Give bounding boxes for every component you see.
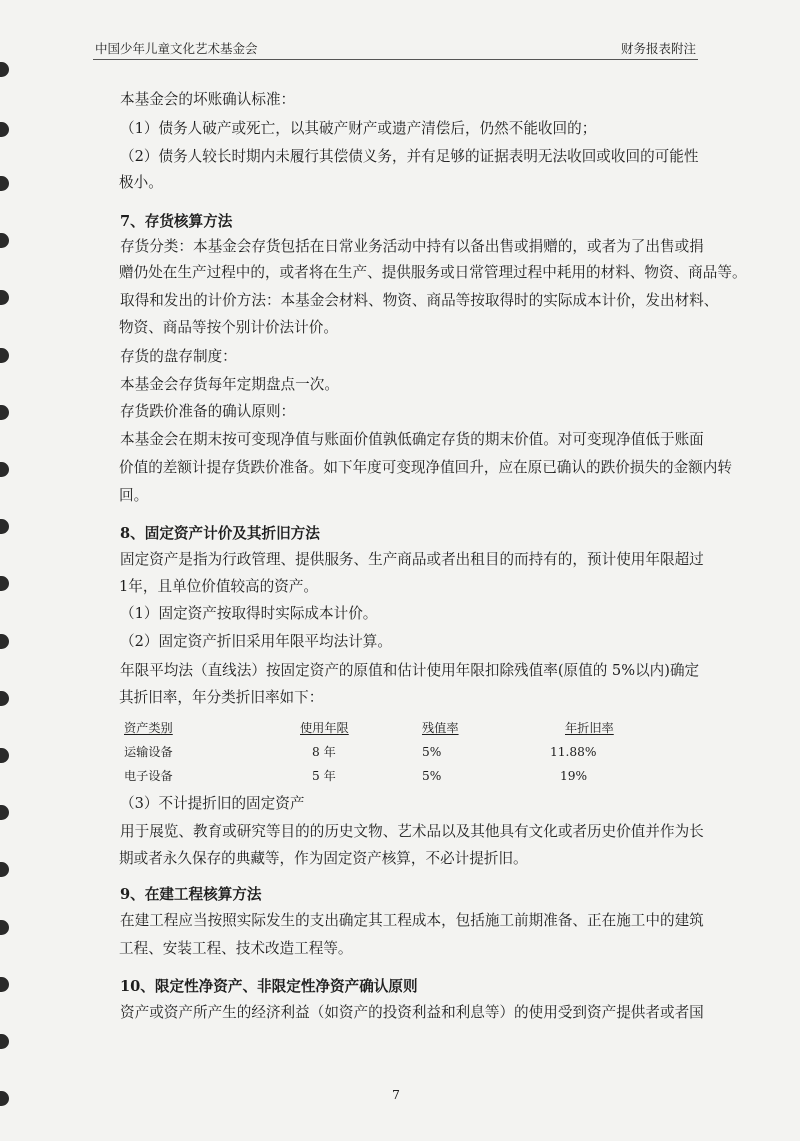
inventory-pricing: 取得和发出的计价方法：本基金会材料、物资、商品等按取得时的实际成本计价，发出材料、 — [120, 292, 719, 309]
inventory-impairment: 本基金会在期末按可变现净值与账面价值孰低确定存货的期末价值。对可变现净值低于账面 — [120, 431, 704, 448]
inventory-classification: 存货分类：本基金会存货包括在日常业务活动中持有以备出售或捐赠的，或者为了出售或捐 — [120, 238, 704, 255]
bad-debt-item-2: （2）债务人较长时期内未履行其偿债义务，并有足够的证据表明无法收回或收回的可能性 — [120, 148, 699, 165]
table-cell-residual-rate: 5% — [422, 769, 442, 783]
table-cell-depreciation-rate: 11.88% — [550, 745, 597, 759]
table-header-depreciation-rate: 年折旧率 — [565, 721, 614, 735]
section-title-inventory: 7、存货核算方法 — [120, 213, 233, 230]
table-cell-category: 电子设备 — [124, 769, 173, 783]
table-header-category: 资产类别 — [124, 721, 173, 735]
fixed-assets-item-3: （3）不计提折旧的固定资产 — [120, 795, 305, 812]
bad-debt-item-1: （1）债务人破产或死亡，以其破产财产或遗产清偿后，仍然不能收回的； — [120, 120, 597, 137]
inventory-classification-cont: 赠仍处在生产过程中的，或者将在生产、提供服务或日常管理过程中耗用的材料、物资、商品等。 — [119, 264, 747, 281]
table-cell-depreciation-rate: 19% — [560, 769, 588, 783]
inventory-pricing-cont: 物资、商品等按个别计价法计价。 — [119, 319, 338, 336]
section-title-construction: 9、在建工程核算方法 — [120, 886, 262, 903]
fixed-assets-method-cont: 其折旧率，年分类折旧率如下： — [119, 689, 324, 706]
fixed-assets-item-2: （2）固定资产折旧采用年限平均法计算。 — [120, 633, 392, 650]
fixed-assets-method: 年限平均法（直线法）按固定资产的原值和估计使用年限扣除残值率(原值的 5%以内)确定 — [120, 662, 700, 679]
inventory-count-system: 本基金会存货每年定期盘点一次。 — [120, 376, 339, 393]
fixed-assets-item-3-detail: 用于展览、教育或研究等目的的历史文物、艺术品以及其他具有文化或者历史价值并作为长 — [120, 823, 704, 840]
bad-debt-intro: 本基金会的坏账确认标准： — [120, 91, 296, 108]
bad-debt-item-2-cont: 极小。 — [119, 174, 163, 191]
construction-text: 在建工程应当按照实际发生的支出确定其工程成本，包括施工前期准备、正在施工中的建筑 — [120, 912, 704, 929]
inventory-impairment-cont: 价值的差额计提存货跌价准备。如下年度可变现净值回升，应在原已确认的跌价损失的金额内转 — [119, 459, 732, 476]
header-document-title: 财务报表附注 — [620, 41, 696, 56]
table-header-residual-rate: 残值率 — [422, 721, 459, 735]
inventory-count-system-label: 存货的盘存制度： — [120, 348, 237, 365]
fixed-assets-item-1: （1）固定资产按取得时实际成本计价。 — [120, 605, 378, 622]
construction-text-cont: 工程、安装工程、技术改造工程等。 — [119, 940, 353, 957]
table-cell-useful-life: 5 年 — [312, 769, 336, 783]
fixed-assets-definition: 固定资产是指为行政管理、提供服务、生产商品或者出租目的而持有的，预计使用年限超过 — [120, 551, 704, 568]
section-title-fixed-assets: 8、固定资产计价及其折旧方法 — [120, 525, 320, 542]
page-number: 7 — [392, 1087, 400, 1102]
table-cell-category: 运输设备 — [124, 745, 173, 759]
header-organization: 中国少年儿童文化艺术基金会 — [95, 41, 258, 56]
net-assets-text: 资产或资产所产生的经济利益（如资产的投资利益和利息等）的使用受到资产提供者或者国 — [120, 1004, 704, 1021]
table-cell-residual-rate: 5% — [422, 745, 442, 759]
section-title-net-assets: 10、限定性净资产、非限定性净资产确认原则 — [120, 978, 418, 995]
fixed-assets-definition-cont: 1年，且单位价值较高的资产。 — [119, 578, 319, 595]
inventory-impairment-cont-2: 回。 — [119, 487, 149, 504]
inventory-impairment-label: 存货跌价准备的确认原则： — [120, 403, 296, 420]
table-cell-useful-life: 8 年 — [312, 745, 336, 759]
table-header-useful-life: 使用年限 — [300, 721, 349, 735]
fixed-assets-item-3-detail-cont: 期或者永久保存的典藏等，作为固定资产核算，不必计提折旧。 — [119, 850, 528, 867]
